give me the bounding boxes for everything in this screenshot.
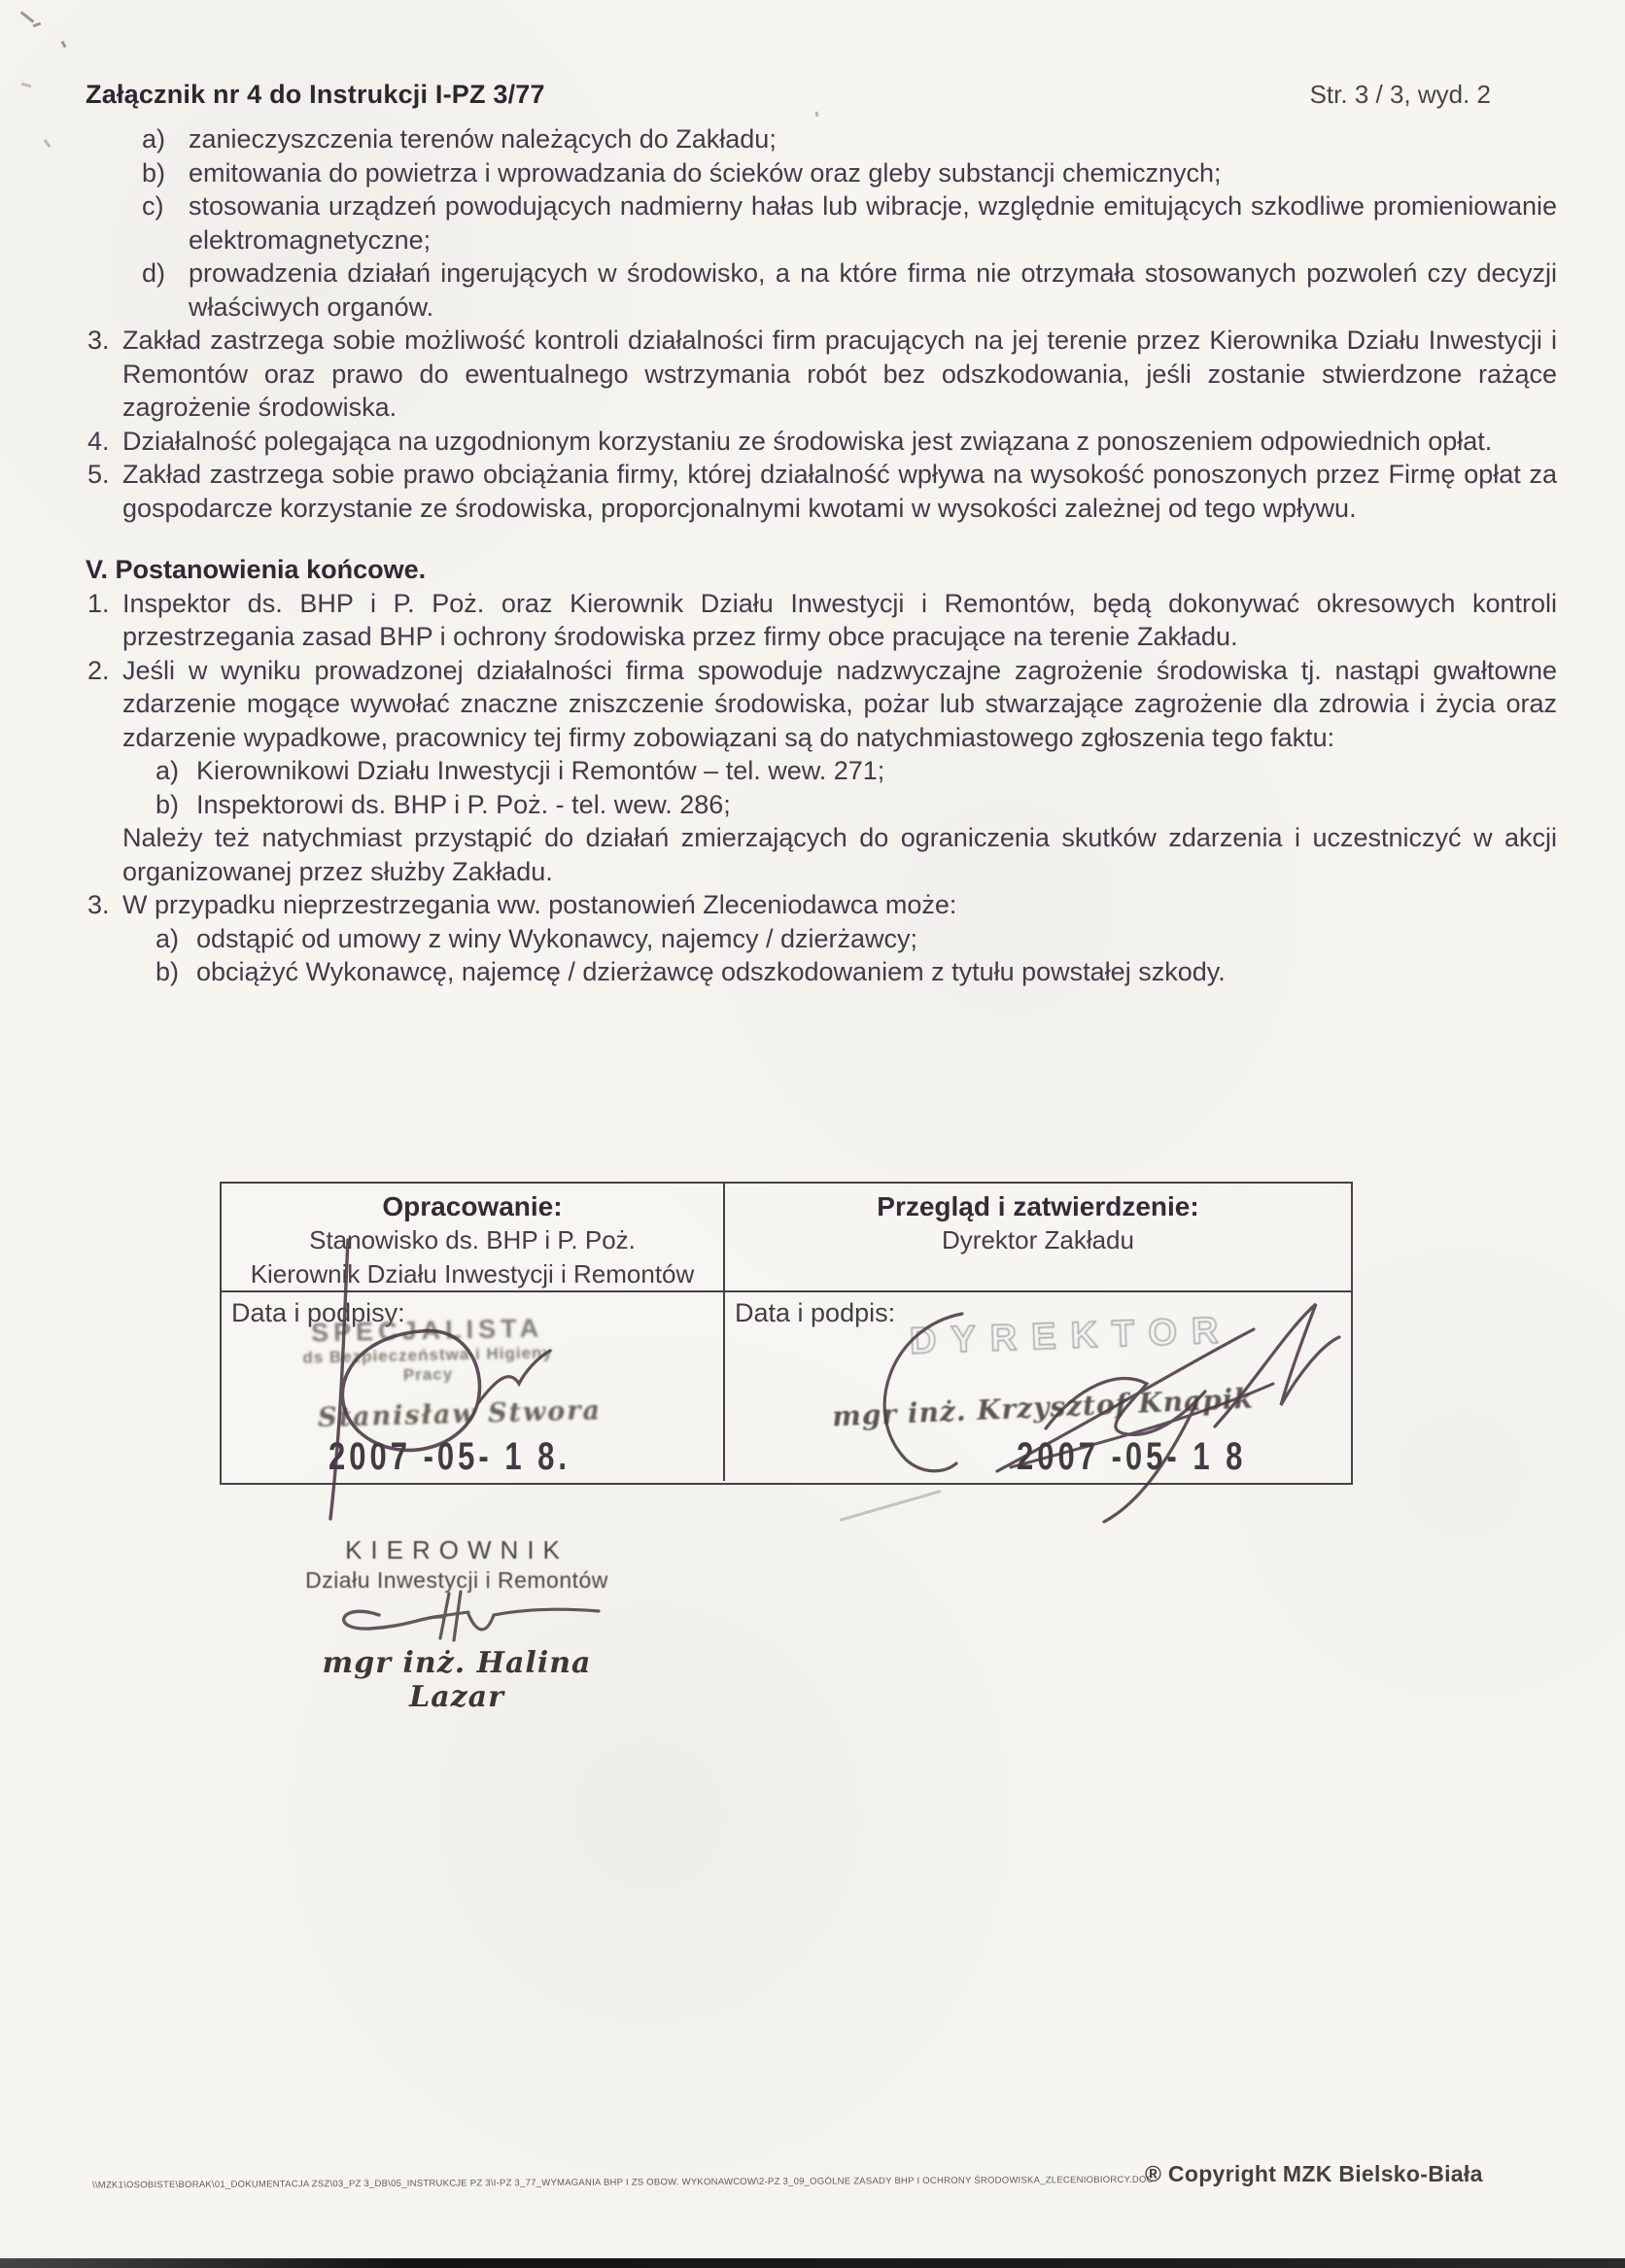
document-header	[86, 80, 1555, 110]
signature-name-right: mgr inż. Krzysztof Knapik	[831, 1382, 1255, 1433]
kierownik-stamp-line2: Działu Inwestycji i Remontów	[305, 1567, 608, 1593]
opracowanie-header: Opracowanie:	[382, 1191, 563, 1221]
sub-item-label: a)	[156, 756, 180, 785]
final-item-2a	[86, 754, 1557, 788]
footer-file-path: \\MZK1\OSOBISTE\BORAK\01_DOKUMENTACJA ZSZ\03_PZ 3_DB\05_INSTRUKCJE PZ 3\I-PZ 3_77_WYMAGANIA BHP I ZS OBOW. WYKONAWCOW\2-PZ 3_09_OGÓLNE ZASADY BHP I OCHRONY ŚRODOWISKA_ZLECENIOBIORCY.DOC	[91, 2174, 1154, 2191]
sub-item-text: Inspektorowi ds. BHP i P. Poż. - tel. wew. 286;	[196, 789, 731, 819]
sub-item-text: obciążyć Wykonawcę, najemcę / dzierżawcę odszkodowaniem z tytułu powstałej szkody.	[196, 957, 1226, 986]
list-item-label: a)	[142, 124, 166, 154]
specjalista-stamp-line1: SPECJALISTA	[310, 1313, 544, 1348]
scan-mark	[20, 11, 34, 22]
attachment-title: Załącznik nr 4 do Instrukcji I-PZ 3/77	[86, 80, 545, 109]
approval-table-signature-row	[222, 1292, 1351, 1481]
scan-mark	[21, 83, 31, 87]
scan-mark	[33, 22, 42, 28]
list-item-label: b)	[142, 157, 166, 188]
date-stamp-right: 2007 -05- 1 8	[1017, 1433, 1247, 1478]
scan-mark	[44, 139, 52, 148]
numbered-item-5	[86, 458, 1557, 525]
scan-bottom-edge	[0, 2258, 1625, 2268]
final-item-2	[86, 654, 1557, 755]
specjalista-stamp	[281, 1313, 573, 1388]
list-item-label: c)	[142, 191, 164, 221]
numbered-item-label: 3.	[87, 326, 110, 355]
date-stamp-left: 2007 -05- 1 8.	[328, 1433, 571, 1478]
list-item-text: emitowania do powietrza i wprowadzania do ścieków oraz gleby substancji chemicznych;	[189, 157, 1222, 188]
page-number-info: Str. 3 / 3, wyd. 2	[1309, 80, 1491, 109]
signature-cell-right	[725, 1292, 1351, 1481]
numbered-item-text: Jeśli w wyniku prowadzonej działalności firma spowoduje nadzwyczajne zagrożenie środowiska tj. nastąpi gwałtowne zdarzenie mogące wywołać znaczne zniszczenie środowiska, pożar lub stwarzające zagrożenie dla zdrowia i życia oraz zdarzenie wypadkowe, pracownicy tej firmy zobowiązani są do natychmiastowego zgłoszenia tego faktu:	[122, 655, 1557, 752]
sub-item-label: b)	[156, 789, 180, 819]
numbered-item-text: W przypadku nieprzestrzegania ww. postanowień Zleceniodawca może:	[122, 890, 957, 919]
opracowanie-role-2: Kierownik Działu Inwestycji i Remontów	[250, 1259, 695, 1289]
section-v-heading: V. Postanowienia końcowe.	[86, 555, 427, 584]
list-item-text: stosowania urządzeń powodujących nadmierny hałas lub wibracje, względnie emitujących szkodliwe promieniowanie elektromagnetyczne;	[189, 191, 1557, 255]
kierownik-signature-squiggle	[311, 1588, 603, 1642]
scan-mark-diagonal	[840, 1490, 942, 1522]
numbered-item-3	[86, 324, 1557, 425]
signature-name-left: Stanisław Stwora	[317, 1395, 603, 1433]
numbered-item-label: 1.	[87, 588, 110, 618]
approval-header-left	[222, 1184, 725, 1290]
sub-item-label: b)	[156, 957, 180, 986]
final-item-3	[86, 888, 1557, 922]
date-signatures-label-left: Data i podpisy:	[231, 1298, 405, 1327]
numbered-item-label: 2.	[87, 655, 110, 685]
numbered-item-text: Zakład zastrzega sobie możliwość kontroli działalności firm pracujących na jej terenie przez Kierownika Działu Inwestycji i Remontów oraz prawo do ewentualnego wstrzymania robót bez odszkodowania, jeśli zostanie stwierdzone rażące zagrożenie środowiska.	[122, 326, 1557, 422]
final-item-1	[86, 587, 1557, 654]
approval-header-right	[725, 1184, 1351, 1290]
final-item-3a	[86, 922, 1557, 956]
footer-copyright: ® Copyright MZK Bielsko-Biała	[1145, 2161, 1483, 2186]
przeglad-header: Przegląd i zatwierdzenie:	[877, 1191, 1199, 1221]
dyrektor-stamp: DYREKTOR	[909, 1310, 1234, 1362]
numbered-item-text: Działalność polegająca na uzgodnionym korzystaniu ze środowiska jest związana z ponoszeniem odpowiednich opłat.	[122, 426, 1493, 456]
numbered-item-label: 5.	[87, 460, 110, 489]
kierownik-stamp-block	[292, 1535, 622, 1714]
opracowanie-role-1: Stanowisko ds. BHP i P. Poż.	[309, 1225, 636, 1254]
list-item-b	[86, 156, 1557, 190]
signature-cell-left	[222, 1292, 725, 1481]
final-item-3b	[86, 955, 1557, 989]
list-item-text: prowadzenia działań ingerujących w środowisko, a na które firma nie otrzymała stosowanych pozwoleń czy decyzji właściwych organów.	[189, 258, 1557, 322]
sub-item-label: a)	[156, 923, 180, 953]
date-signature-label-right: Data i podpis:	[735, 1298, 896, 1327]
numbered-item-text: Zakład zastrzega sobie prawo obciążania firmy, której działalność wpływa na wysokość ponoszonych przez Firmę opłat za gospodarcze korzystanie ze środowiska, proporcjonalnymi kwotami w wysokości zależnej od tego wpływu.	[122, 460, 1557, 523]
specjalista-stamp-line2: ds Bezpieczeństwa i Higieny Pracy	[302, 1343, 554, 1385]
przeglad-role-1: Dyrektor Zakładu	[942, 1225, 1134, 1254]
numbered-item-label: 4.	[87, 426, 110, 456]
numbered-item-4	[86, 425, 1557, 459]
sub-item-text: Kierownikowi Działu Inwestycji i Remontów – tel. wew. 271;	[196, 756, 885, 785]
sub-item-text: odstąpić od umowy z winy Wykonawcy, najemcy / dzierżawcy;	[196, 923, 918, 953]
kierownik-name: mgr inż. Halina Lazar	[322, 1646, 592, 1714]
scan-mark	[815, 112, 819, 117]
document-body	[86, 122, 1557, 989]
list-item-label: d)	[142, 258, 166, 288]
list-item-text: zanieczyszczenia terenów należących do Zakładu;	[189, 124, 777, 154]
approval-table	[220, 1182, 1353, 1485]
list-item-a	[86, 122, 1557, 156]
scan-mark	[60, 41, 66, 49]
kierownik-stamp-line1: KIEROWNIK	[345, 1535, 569, 1564]
approval-table-header-row	[222, 1184, 1351, 1292]
final-item-2b	[86, 788, 1557, 822]
list-item-d	[86, 257, 1557, 324]
list-item-c	[86, 189, 1557, 257]
numbered-item-text: Inspektor ds. BHP i P. Poż. oraz Kierownik Działu Inwestycji i Remontów, będą dokonywać okresowych kontroli przestrzegania zasad BHP i ochrony środowiska przez firmy obce pracujące na terenie Zakładu.	[122, 588, 1557, 651]
final-item-2-note: Należy też natychmiast przystąpić do działań zmierzających do ograniczenia skutków zdarzenia i uczestniczyć w akcji organizowanej przez służby Zakładu.	[122, 823, 1557, 886]
numbered-item-label: 3.	[87, 890, 110, 919]
